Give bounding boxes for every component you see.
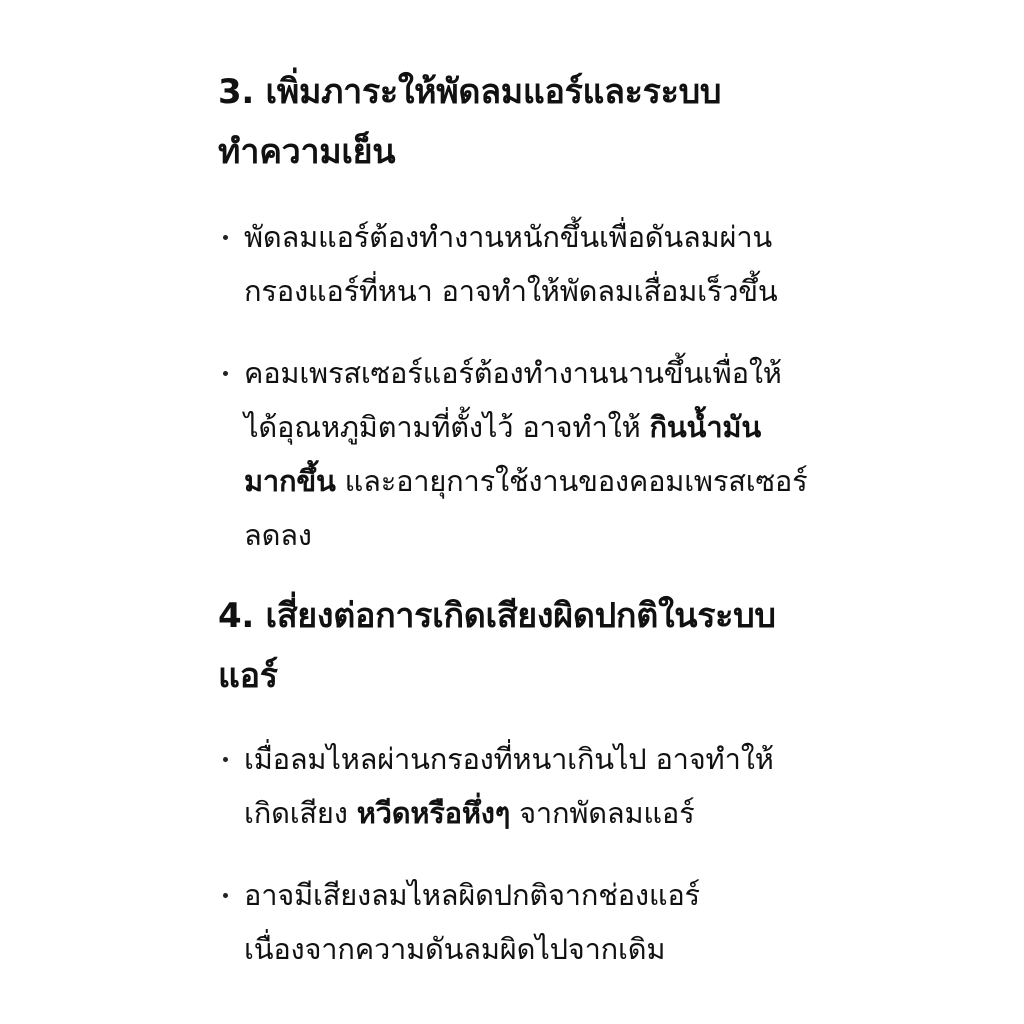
list-item-text: และอายุการใช้งานของคอมเพรสเซอร์ — [335, 464, 808, 498]
list-item-line: คอมเพรสเซอร์แอร์ต้องทำงานนานขึ้นเพื่อให้ — [244, 356, 782, 390]
list-item — [218, 732, 878, 840]
list-item — [218, 868, 878, 976]
list-item-line: กรองแอร์ที่หนา อาจทำให้พัดลมเสื่อมเร็วขึ้น — [244, 274, 778, 308]
section-4-bullet-list — [218, 732, 878, 976]
section-4-heading-line-1: 4. เสี่ยงต่อการเกิดเสียงผิดปกติในระบบ — [218, 596, 776, 636]
list-item-line: พัดลมแอร์ต้องทำงานหนักขึ้นเพื่อดันลมผ่าน — [244, 220, 773, 254]
section-3-heading — [218, 62, 878, 182]
section-3-heading-line-2: ทำความเย็น — [218, 132, 396, 172]
list-item-line: ลดลง — [244, 518, 312, 552]
bullet-icon — [223, 371, 228, 376]
list-item-line: เนื่องจากความดันลมผิดไปจากเดิม — [244, 932, 666, 966]
list-item-emphasis: มากขึ้น — [244, 464, 336, 498]
bullet-icon — [223, 235, 228, 240]
section-4-heading — [218, 586, 878, 706]
bullet-icon — [223, 757, 228, 762]
bullet-icon — [223, 893, 228, 898]
list-item-text: ได้อุณหภูมิตามที่ตั้งไว้ อาจทำให้ — [244, 410, 650, 444]
list-item-line: เมื่อลมไหลผ่านกรองที่หนาเกินไป อาจทำให้ — [244, 742, 774, 776]
list-item-emphasis: กินน้ำมัน — [649, 410, 761, 444]
list-item — [218, 346, 878, 562]
list-item — [218, 210, 878, 318]
article-body — [218, 62, 878, 976]
section-3-heading-line-1: 3. เพิ่มภาระให้พัดลมแอร์และระบบ — [218, 72, 722, 112]
list-item-text: จากพัดลมแอร์ — [510, 796, 695, 830]
list-item-text: เกิดเสียง — [244, 796, 357, 830]
section-3-bullet-list — [218, 210, 878, 562]
list-item-line: อาจมีเสียงลมไหลผิดปกติจากช่องแอร์ — [244, 878, 700, 912]
list-item-emphasis: หวีดหรือหึ่งๆ — [356, 796, 511, 830]
section-4-heading-line-2: แอร์ — [218, 656, 278, 696]
